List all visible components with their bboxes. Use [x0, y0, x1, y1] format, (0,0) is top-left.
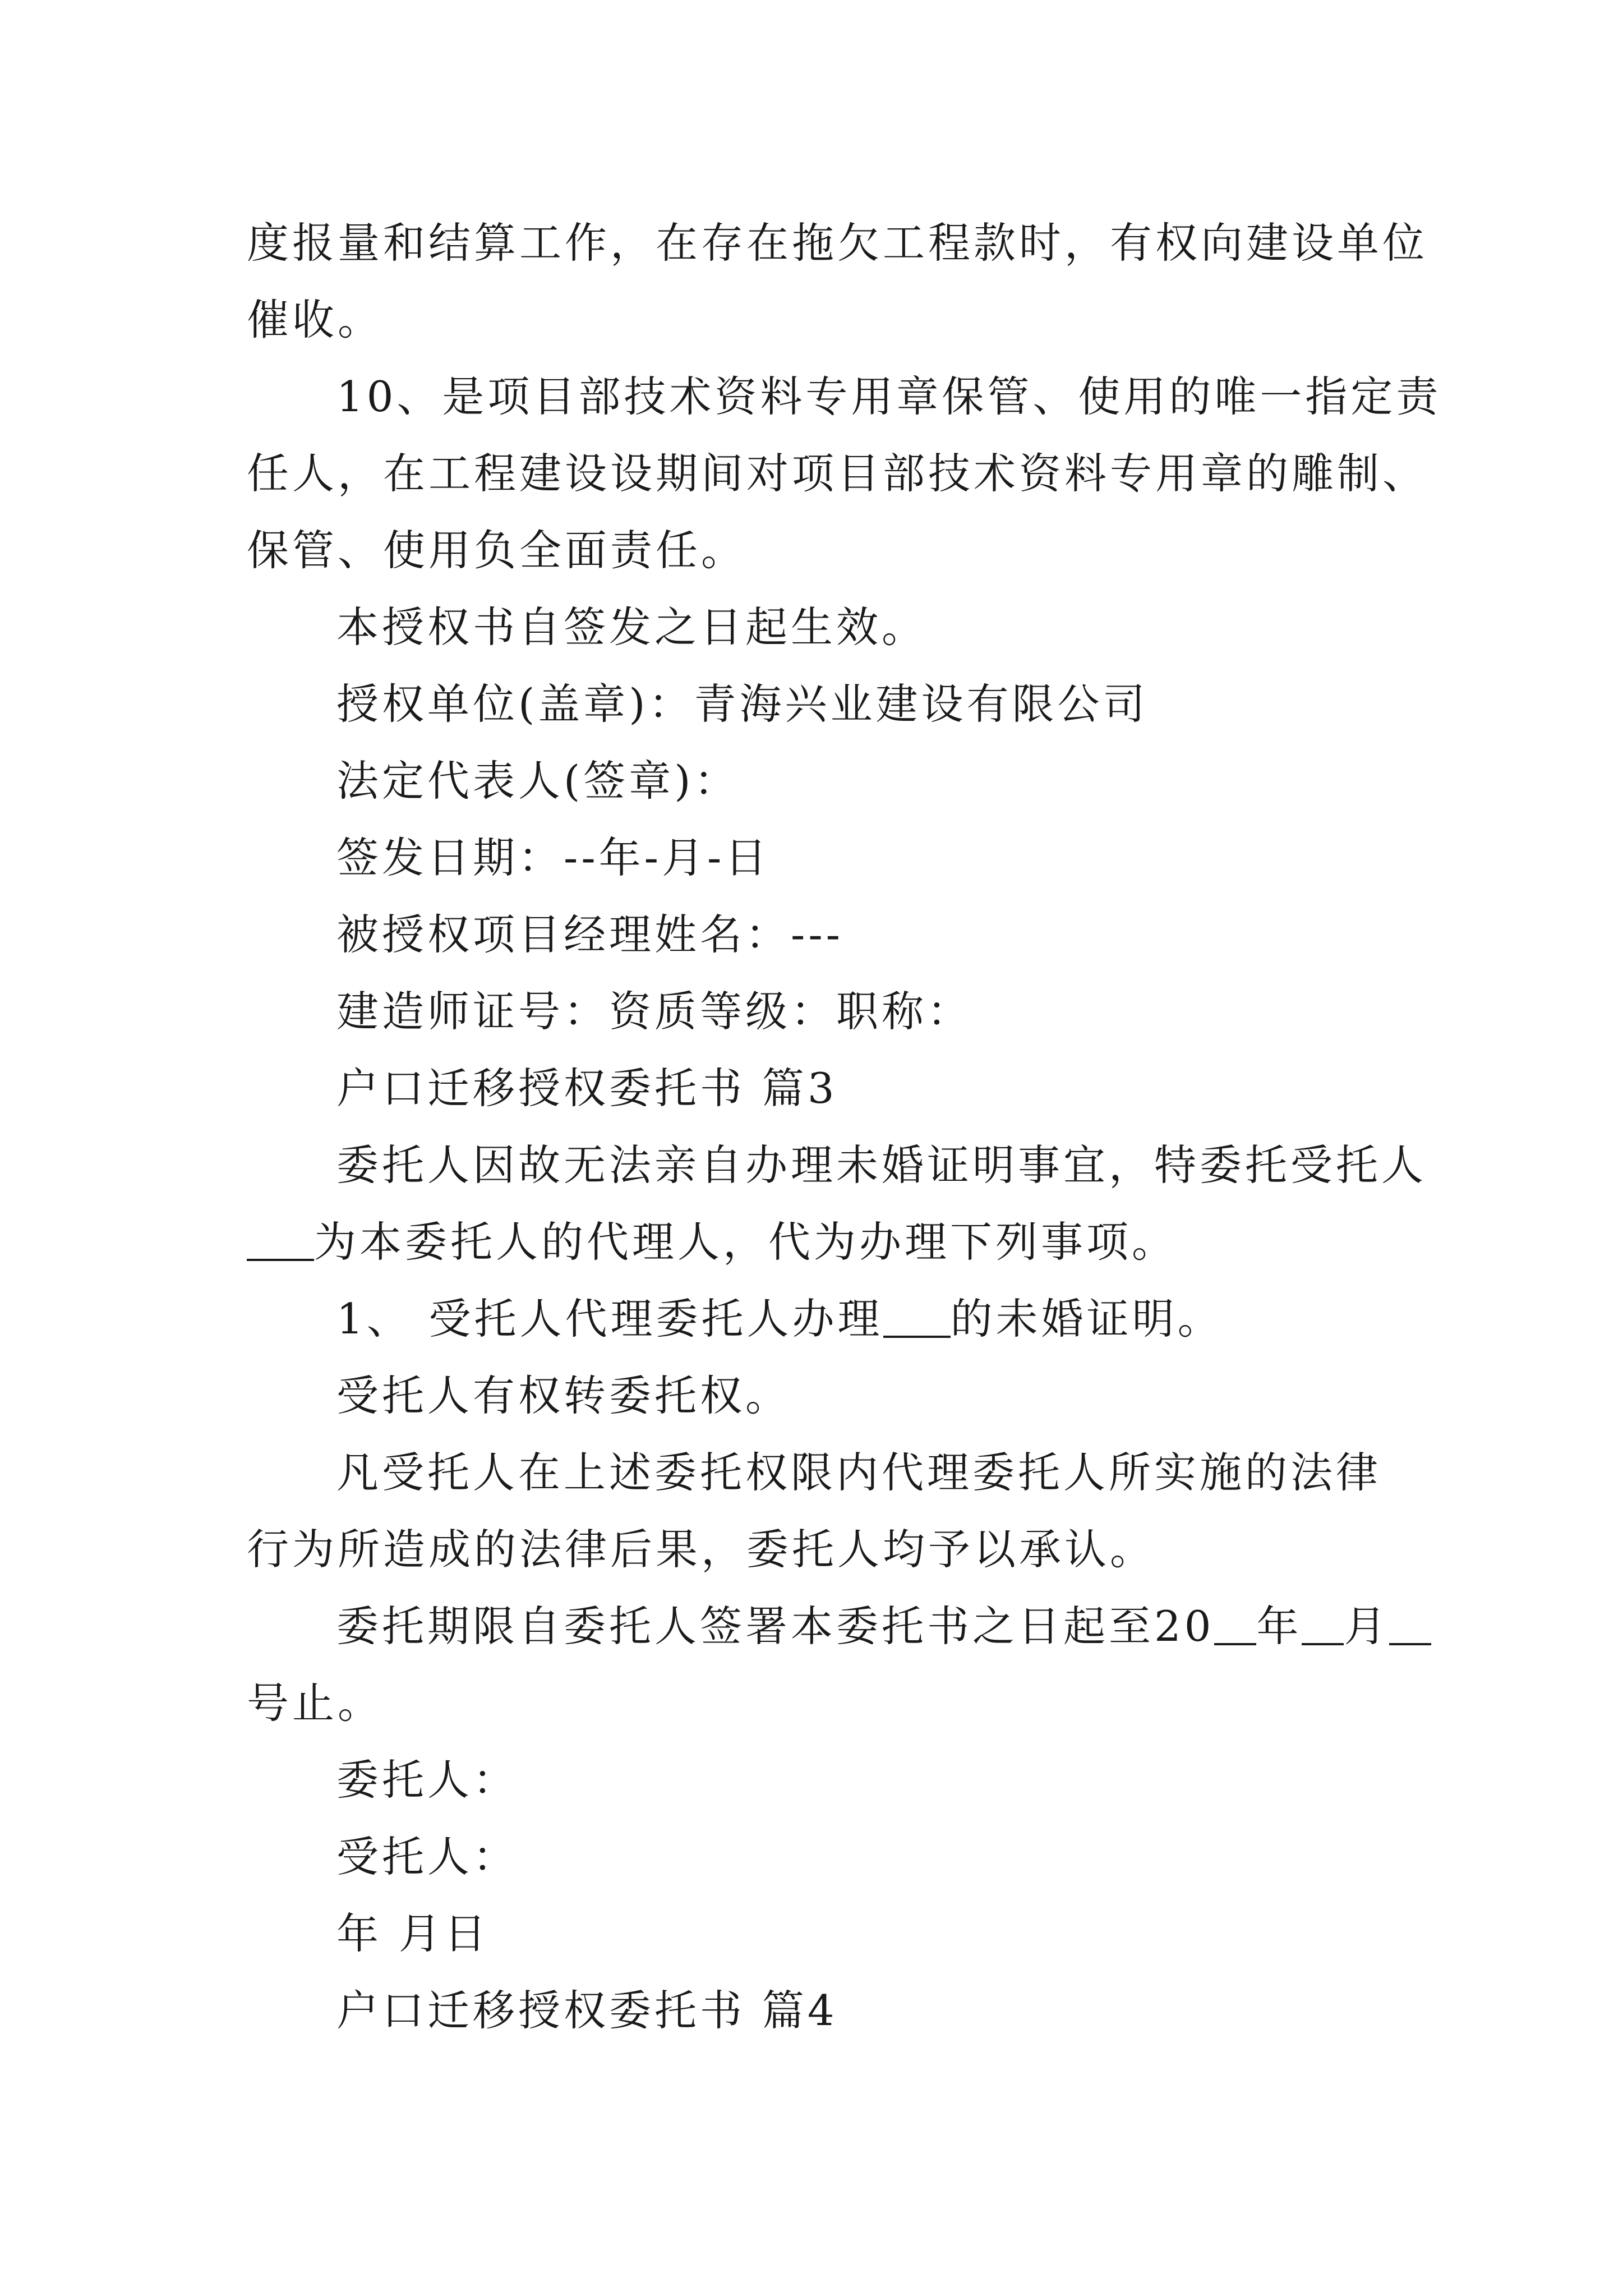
text-line: 建造师证号：资质等级：职称： — [336, 987, 973, 1036]
section-heading: 户口迁移授权委托书 篇3 — [336, 1064, 838, 1113]
text-line: 委托人因故无法亲自办理未婚证明事宜，特委托受托人 — [336, 1140, 1427, 1190]
text-line: 委托人： — [336, 1755, 519, 1805]
text-line: 任人，在工程建设设期间对项目部技术资料专用章的雕制、 — [247, 449, 1428, 498]
text-line: 签发日期：--年-月-日 — [336, 833, 771, 882]
text-line — [247, 1281, 1402, 1358]
document-body — [247, 205, 1442, 2049]
text-span: 为本委托人的代理人，代为办理下列事项。 — [314, 1217, 1178, 1267]
text-line: 催收。 — [247, 295, 384, 344]
fill-blank — [883, 1297, 951, 1338]
fill-blank — [247, 1221, 314, 1261]
text-line: 本授权书自签发之日起生效。 — [336, 602, 928, 652]
text-line: 行为所造成的法律后果，委托人均予以承认。 — [247, 1525, 1156, 1574]
text-line — [247, 1588, 1402, 1665]
text-line: 10、是项目部技术资料专用章保管、使用的唯一指定责 — [336, 372, 1442, 421]
section-heading: 户口迁移授权委托书 篇4 — [336, 1986, 838, 2035]
text-line: 年 月日 — [336, 1909, 490, 1958]
text-line: 度报量和结算工作，在存在拖欠工程款时，有权向建设单位 — [247, 218, 1428, 268]
text-span: 年 — [1256, 1602, 1302, 1651]
text-span: 的未婚证明。 — [950, 1294, 1223, 1343]
text-span: 月 — [1344, 1602, 1390, 1651]
text-line: 授权单位(盖章)：青海兴业建设有限公司 — [336, 679, 1149, 729]
text-line — [247, 1204, 1402, 1281]
text-line: 受托人： — [336, 1832, 519, 1881]
text-line: 保管、使用负全面责任。 — [247, 526, 747, 575]
text-line: 被授权项目经理姓名：--- — [336, 910, 844, 959]
text-line: 号止。 — [247, 1678, 384, 1728]
text-line: 受托人有权转委托权。 — [336, 1371, 791, 1420]
text-span: 1、 受托人代理委托人办理 — [336, 1294, 883, 1343]
fill-blank — [1389, 1605, 1431, 1645]
fill-blank — [1214, 1605, 1256, 1645]
text-span: 委托期限自委托人签署本委托书之日起至20 — [336, 1602, 1215, 1651]
fill-blank — [1302, 1605, 1344, 1645]
text-line: 法定代表人(签章)： — [336, 756, 740, 806]
text-line: 凡受托人在上述委托权限内代理委托人所实施的法律 — [336, 1448, 1382, 1497]
